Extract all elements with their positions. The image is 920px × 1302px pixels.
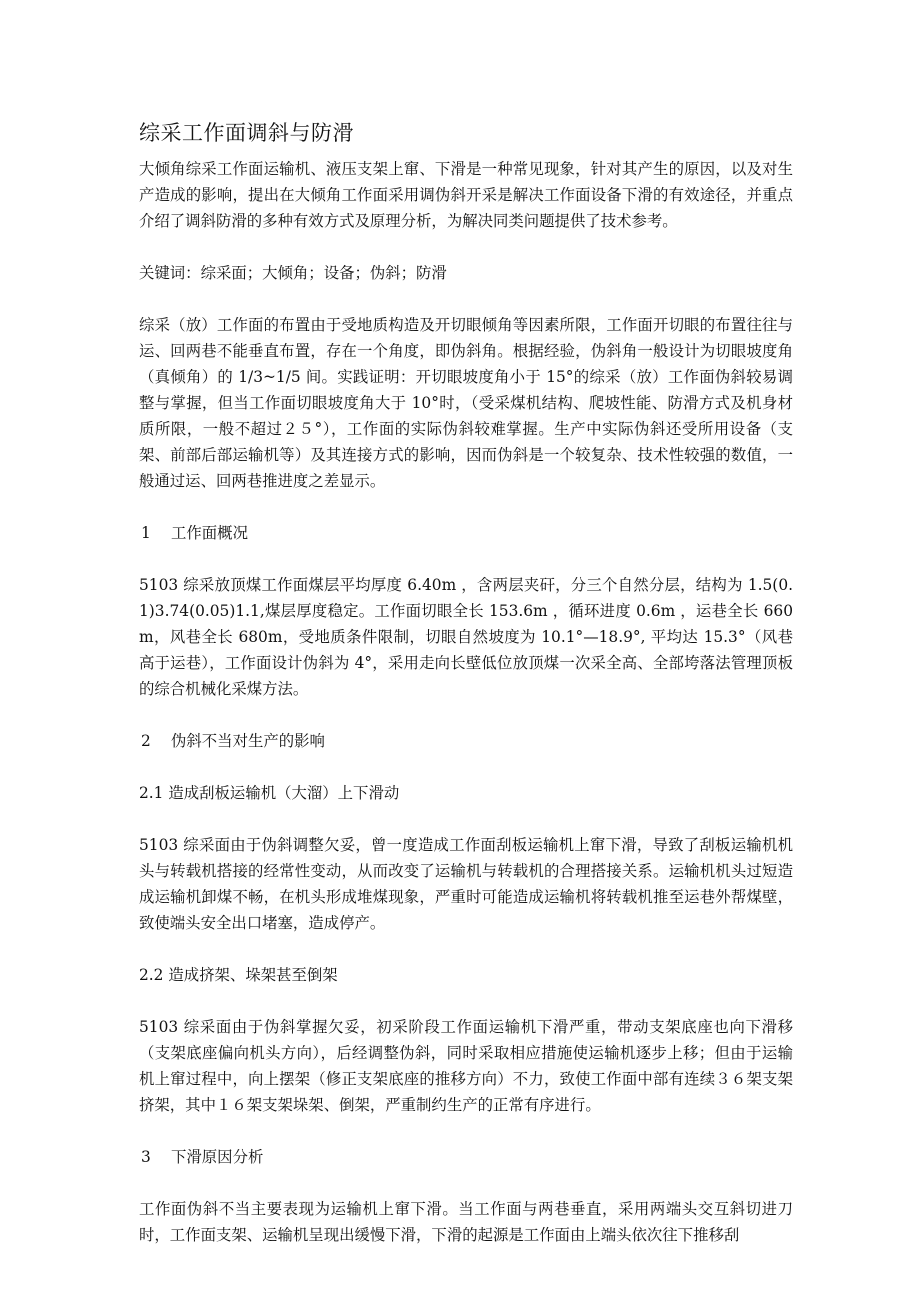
spacer bbox=[139, 546, 793, 572]
keywords-line: 关键词：综采面；大倾角；设备；伪斜；防滑 bbox=[139, 264, 447, 282]
section-2-1-heading: 2.1 造成刮板运输机（大溜）上下滑动 bbox=[139, 784, 400, 802]
spacer bbox=[139, 806, 793, 832]
section-2-1-paragraph: 5103 综采面由于伪斜调整欠妥，曾一度造成工作面刮板运输机上窜下滑，导致了刮板运输机机头与转载机搭接的经常性变动，从而改变了运输机与转载机的合理搭接关系。运输机机头过短造成运输机卸煤不畅，在机头形成堆煤现象，严重时可能造成运输机将转载机推至运巷外帮煤壁，致使端头安全出口堵塞，造成停产。 bbox=[139, 836, 793, 932]
spacer bbox=[139, 988, 793, 1014]
spacer bbox=[139, 494, 793, 520]
section-2-2-paragraph: 5103 综采面由于伪斜掌握欠妥，初采阶段工作面运输机下滑严重，带动支架底座也向下滑移（支架底座偏向机头方向），后经调整伪斜，同时采取相应措施使运输机逐步上移；但由于运输机上窜过程中，向上摆架（修正支架底座的推移方向）不力，致使工作面中部有连续３６架支架挤架，其中１６架支架垛架、倒架，严重制约生产的正常有序进行。 bbox=[139, 1018, 793, 1114]
spacer bbox=[139, 234, 793, 260]
section-2-2-heading: 2.2 造成挤架、垛架甚至倒架 bbox=[139, 966, 338, 984]
section-2-number: 2 bbox=[141, 732, 151, 750]
section-1-title: 工作面概况 bbox=[171, 524, 248, 542]
document-title: 综采工作面调斜与防滑 bbox=[139, 121, 354, 145]
section-2-title: 伪斜不当对生产的影响 bbox=[171, 732, 325, 750]
intro-paragraph: 综采（放）工作面的布置由于受地质构造及开切眼倾角等因素所限，工作面开切眼的布置往往与运、回两巷不能垂直布置，存在一个角度，即伪斜角。根据经验，伪斜角一般设计为切眼坡度角（真倾角）的 1/3~1/5 间。实践证明：开切眼坡度角小于 15°的综采（放）工作面伪斜较易调整与掌握，但当工作面切眼坡度角大于 10°时，（受采煤机结构、爬坡性能、防滑方式及机身材质所限，一般不超过２５°），工作面的实际伪斜较难掌握。生产中实际伪斜还受所用设备（支架、前部后部运输机等）及其连接方式的影响，因而伪斜是一个较复杂、技术性较强的数值，一般通过运、回两巷推进度之差显示。 bbox=[139, 316, 793, 490]
section-1-paragraph: 5103 综采放顶煤工作面煤层平均厚度 6.40m ，含两层夹矸，分三个自然分层，结构为 1.5(0.1)3.74(0.05)1.1,煤层厚度稳定。工作面切眼全长 153.6m ，循环进度 0.6m ，运巷全长 660m，风巷全长 680m，受地质条件限制，切眼自然坡度为 10.1°—18.9°, 平均达 15.3°（风巷高于运巷），工作面设计伪斜为 4°，采用走向长壁低位放顶煤一次采全高、全部垮落法管理顶板的综合机械化采煤方法。 bbox=[139, 576, 793, 698]
spacer bbox=[139, 1170, 793, 1196]
section-3-title: 下滑原因分析 bbox=[171, 1148, 264, 1166]
section-3-heading bbox=[139, 1144, 793, 1170]
abstract-paragraph: 大倾角综采工作面运输机、液压支架上窜、下滑是一种常见现象，针对其产生的原因，以及对生产造成的影响，提出在大倾角工作面采用调伪斜开采是解决工作面设备下滑的有效途径，并重点介绍了调斜防滑的多种有效方式及原理分析，为解决同类问题提供了技术参考。 bbox=[139, 160, 793, 230]
section-1-heading bbox=[139, 520, 793, 546]
section-2-heading bbox=[139, 728, 793, 754]
section-1-number: 1 bbox=[141, 524, 151, 542]
spacer bbox=[139, 754, 793, 780]
document-page bbox=[139, 118, 793, 1248]
spacer bbox=[139, 702, 793, 728]
section-3-number: 3 bbox=[141, 1148, 151, 1166]
section-3-paragraph: 工作面伪斜不当主要表现为运输机上窜下滑。当工作面与两巷垂直，采用两端头交互斜切进刀时，工作面支架、运输机呈现出缓慢下滑，下滑的起源是工作面由上端头依次往下推移刮 bbox=[139, 1200, 793, 1244]
spacer bbox=[139, 936, 793, 962]
spacer bbox=[139, 286, 793, 312]
spacer bbox=[139, 1118, 793, 1144]
